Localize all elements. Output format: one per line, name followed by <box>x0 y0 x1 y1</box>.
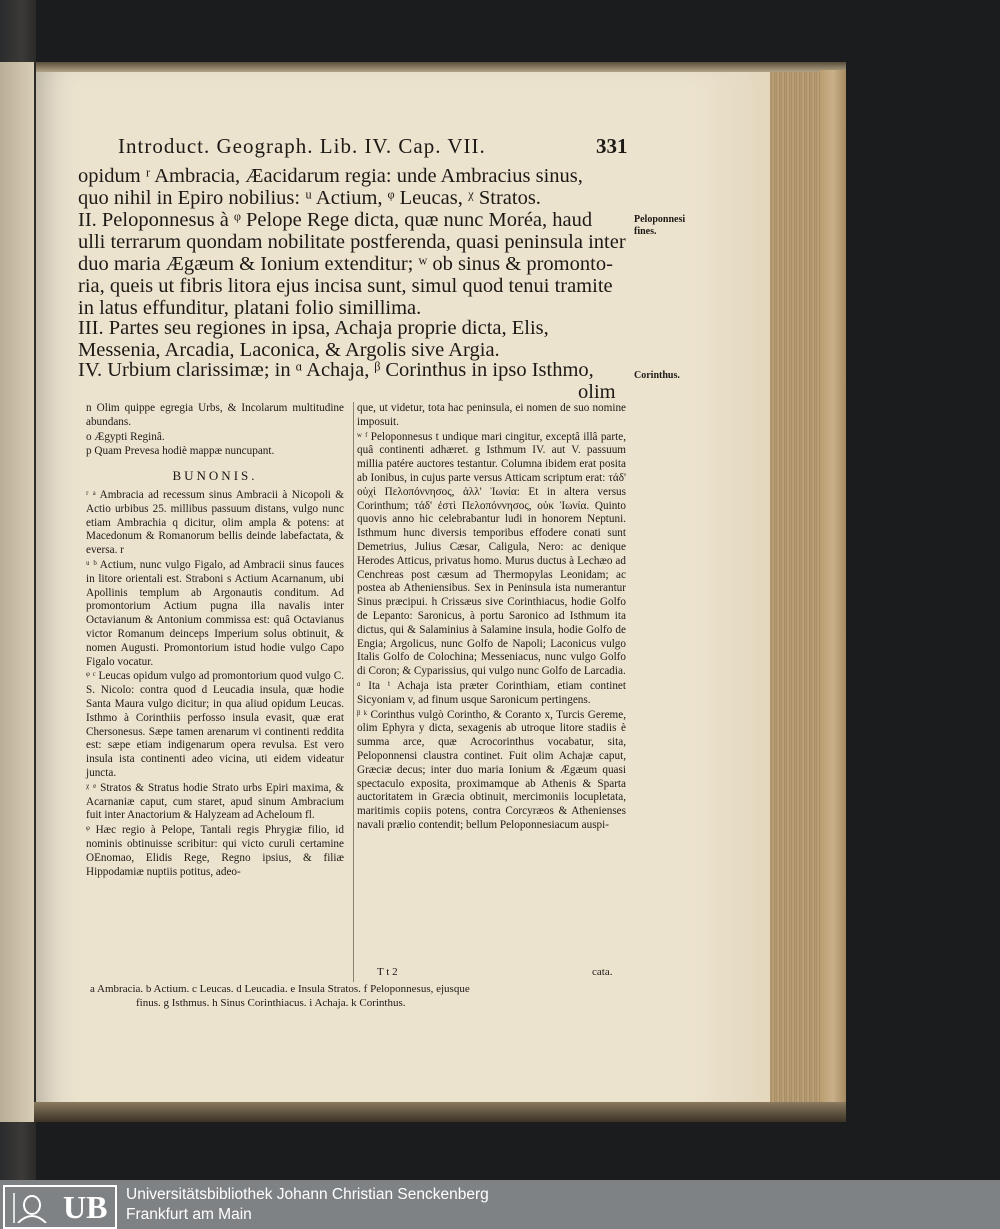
commentary-paragraph: que, ut videtur, tota hac peninsula, ei nomen de suo nomine imposuit. <box>357 402 626 428</box>
main-text-line: opidum ʳ Ambracia, Æacidarum regia: unde Ambracius sinus, <box>78 165 583 187</box>
footnote-line: finus. g Isthmus. h Sinus Corinthiacus. i Achaja. k Corinthus. <box>136 997 406 1009</box>
ub-logo-text: UB <box>63 1189 108 1225</box>
book-bottom-edge <box>34 1102 846 1122</box>
library-city: Frankfurt am Main <box>126 1206 252 1223</box>
note-text: p Quam Prevesa hodiè mappæ nuncupant. <box>86 445 275 458</box>
section-heading: BUNONIS. <box>172 468 258 484</box>
note-text: n Olim quippe egregia Urbs, & Incolarum multitudine abundans. <box>86 402 344 428</box>
main-text-line: duo maria Ægæum & Ionium extenditur; ʷ ob sinus & promonto- <box>78 253 613 275</box>
commentary-paragraph: ᵅ Ita ⁱ Achaja ista præter Corinthiam, etiam continet Sicyoniam v, ad finum usque Saronicum pertingens. <box>357 679 626 706</box>
page-number: 331 <box>596 134 628 158</box>
main-text-line: Messenia, Arcadia, Laconica, & Argolis sive Argia. <box>78 339 500 361</box>
main-text-line: ulli terrarum quondam nobilitate postferenda, quasi peninsula inter <box>78 231 626 253</box>
signature-mark: T t 2 <box>377 966 398 978</box>
right-note-column <box>357 402 626 834</box>
commentary-paragraph: ᵠ ᶜ Leucas opidum vulgo ad promontorium quod vulgo C. S. Nicolo: contra quod d Leucadia insula, quæ hodie Santa Maura vulgo dicitur; in qua aliud opidum Leucas. Isthmo à Corinthiis perfosso insula evasit, quæ erat Chersonesus. Sæpe tamen arenarum vi continenti reddita est: sæpe etiam indigenarum opera revulsa. Est vero insula ista continenti adeo vicina, uti eidem videatur juncta. <box>86 670 344 779</box>
page-shade <box>690 72 770 1112</box>
note-text: o Ægypti Reginâ. <box>86 430 165 443</box>
left-page-edge <box>0 62 34 1122</box>
running-head-title: Introduct. Geograph. Lib. IV. Cap. VII. <box>118 134 486 158</box>
ub-logo[interactable] <box>3 1185 117 1229</box>
main-text-line: II. Peloponnesus à ᵠ Pelope Rege dicta, quæ nunc Moréa, haud <box>78 209 593 231</box>
library-name: Universitätsbibliothek Johann Christian Senckenberg <box>126 1186 489 1203</box>
commentary-paragraph: ᵠ Hæc regio à Pelope, Tantali regis Phrygiæ filio, id nominis obtinuisse scribitur: qui victo curuli certamine OEnomao, Elidis Rege, Regno ipsius, & filiæ Hippodamiæ nuptiis potitus, adeo- <box>86 824 344 878</box>
sidenote-key <box>90 982 610 1010</box>
main-text-line: IV. Urbium clarissimæ; in ᵅ Achaja, ᵝ Corinthus in ipso Isthmo, <box>78 359 594 381</box>
main-text-line: ria, queis ut fibris litora ejus incisa sunt, simul quod tenui tramite <box>78 275 613 297</box>
main-text-line: quo nihil in Epiro nobilius: ᵘ Actium, ᵠ Leucas, ᵡ Stratos. <box>78 187 541 209</box>
senckenberg-portrait-icon <box>12 1193 52 1223</box>
commentary-paragraph: ʳ ᵃ Ambracia ad recessum sinus Ambracii à Nicopoli & Actio urbibus 25. millibus passuum distans, vulgo nunc etiam Ambrachia q dicitur, olim ampla & potens: at Macedonum & Romanorum bellis deinde labefactata, & eversa. r <box>86 488 344 557</box>
book-cover-edge <box>820 70 846 1120</box>
commentary-paragraph: ᵡ ᵉ Stratos & Stratus hodie Strato urbs Epiri maxima, & Acarnaniæ caput, cum staret, apud sinum Ambracium fuit inter Anactorium & Halyzeam ad Acheloum fl. <box>86 781 344 822</box>
commentary-paragraph: ʷ ᶠ Peloponnesus t undique mari cingitur, exceptâ illâ parte, quâ continenti adhæret. g Isthmum IV. aut V. passuum millia patére auctores testantur. Columna ibidem erat posita ab Ionibus, in cujus parte versus Atticam scriptum erat: τάδ' οὐχὶ Πελοπόννησος, ἀλλ' Ἰωνία: Et in altera versus Corinthum; τάδ' ἐστὶ Πελοπόννησος, οὐκ Ἰωνία. Quinto quovis anno hic celebrabantur ludi in honorem Neptuni. Isthmum hunc diversis temporibus effodere conati sunt Demetrius, Julius Cæsar, Caligula, Nero: ac denique Herodes Atticus, privatus homo. Murus ductus à Lechæo ad Cenchreas post cæsum ad Thermopylas Leonidam; ac postea ab Atheniensibus. Sex in Peninsula ista numerantur Sinus præcipui. h Crissæus sive Corinthiacus, hodie Golfo de Lepanto: Saronicus, à portu Saronico ad Isthmum ita dictus, qui & Salaminius à Salamine insula, hodie Golfo de Engia; Argolicus, nunc Golfo de Napoli; Laconicus vulgo Italis Golfo de Colochina; Messeniacus, nunc vulgo Golfo di Coron; & Cyparissius, qui vulgo nunc Golfo de Larcadia. <box>357 430 626 678</box>
left-note-column <box>86 402 344 880</box>
catchword: cata. <box>592 966 613 978</box>
margin-note-peloponnesi: Peloponnesi fines. <box>634 214 686 237</box>
main-text-line: olim <box>578 381 616 403</box>
column-divider <box>353 402 354 982</box>
library-footer-bar <box>0 1180 1000 1229</box>
commentary-paragraph: ᵘ ᵇ Actium, nunc vulgo Figalo, ad Ambracii sinus fauces in litore orientali est. Straboni s Actium Acarnanum, ubi Apollinis templum ab Argonautis conditum. Ad promontorium Actium pugna illa navalis inter Octavianum & Antonium commissa est: quâ Octavianus victor Romanum deinceps Imperium solus obtinuit, & nomen Augusti. Promontorium istud hodie vulgo Capo Figalo vocatur. <box>86 558 344 668</box>
commentary-paragraph: ᵝ ᵏ Corinthus vulgò Corintho, & Coranto x, Turcis Gereme, olim Ephyra y dicta, sexagenis ab utroque litore stadiis è summa arce, quæ Acrocorinthus vocabatur, sita, Peloponnensi claustra continet. Fuit olim Achajæ caput, Græciæ decus; inter duo maria Ionium & Ægæum quasi spectaculo exposita, proximamque ab Athenis & Sparta auctoritatem in Græcia obtinuit, mercimoniis locupletata, maritimis copiis potens, contra Corcyræos & Athenienses navali prælio contendit; bellum Peloponnesiacum auspi- <box>357 708 626 831</box>
margin-note-corinthus: Corinthus. <box>634 370 680 381</box>
main-text-line: in latus effunditur, platani folio simillima. <box>78 297 422 319</box>
running-head <box>118 134 638 166</box>
main-text-line: III. Partes seu regiones in ipsa, Achaja proprie dicta, Elis, <box>78 317 549 339</box>
footnote-line: a Ambracia. b Actium. c Leucas. d Leucadia. e Insula Stratos. f Peloponnesus, ejusque <box>90 983 470 995</box>
